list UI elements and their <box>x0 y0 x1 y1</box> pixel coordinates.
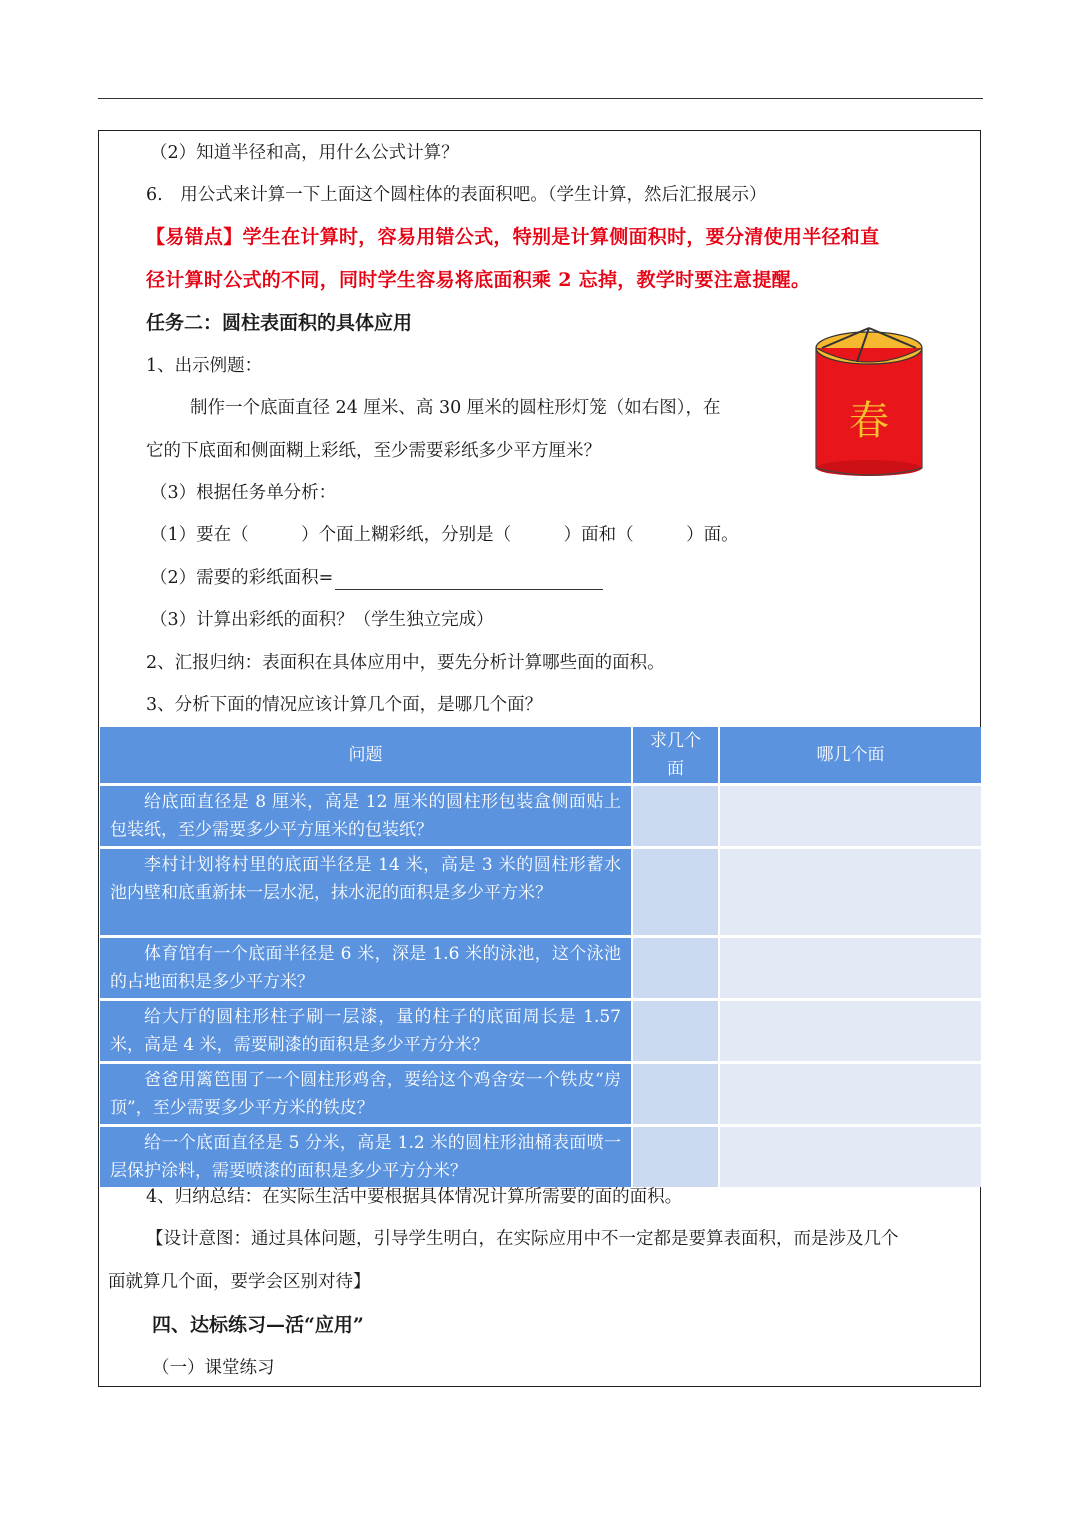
analyze-line: （3）根据任务单分析： <box>150 483 337 503</box>
table-row <box>100 1063 981 1126</box>
header-face-count: 求几个面 <box>632 727 719 785</box>
face-count-answer-cell[interactable] <box>632 1063 719 1126</box>
table-row <box>100 1000 981 1063</box>
lantern-illustration <box>812 326 928 476</box>
example-title: 1、出示例题： <box>146 356 263 376</box>
table-row <box>100 937 981 1000</box>
fill-in-line-1: （1）要在（ ）个面上糊彩纸，分别是（ ）面和（ ）面。 <box>150 525 739 545</box>
warning-line-1: 【易错点】学生在计算时，容易用错公式，特别是计算侧面积时，要分清使用半径和直 <box>146 226 880 248</box>
fill-in-line-3: （3）计算出彩纸的面积？（学生独立完成） <box>150 610 494 630</box>
section-4-heading: 四、达标练习—活“应用” <box>152 1314 364 1336</box>
header-which-faces: 哪几个面 <box>719 727 981 785</box>
face-count-answer-cell[interactable] <box>632 1126 719 1188</box>
question-cell <box>100 1126 632 1188</box>
which-faces-answer-cell[interactable] <box>719 785 981 848</box>
which-faces-answer-cell[interactable] <box>719 1063 981 1126</box>
table-row <box>100 1126 981 1188</box>
question-cell <box>100 1000 632 1063</box>
lantern-character: 春 <box>849 398 889 444</box>
analysis-table <box>100 727 981 1187</box>
face-count-answer-cell[interactable] <box>632 785 719 848</box>
which-faces-answer-cell[interactable] <box>719 937 981 1000</box>
question-cell <box>100 848 632 937</box>
question-text: 给大厅的圆柱形柱子刷一层漆，量的柱子的底面周长是 1.57 米，高是 4 米，需要刷漆的面积是多少平方分米？ <box>110 1007 621 1055</box>
face-count-answer-cell[interactable] <box>632 1000 719 1063</box>
fill-in-label-2: （2）需要的彩纸面积= <box>150 568 334 588</box>
answer-blank[interactable] <box>335 571 603 590</box>
which-faces-answer-cell[interactable] <box>719 848 981 937</box>
question-text: 爸爸用篱笆围了一个圆柱形鸡舍，要给这个鸡舍安一个铁皮“房顶”，至少需要多少平方米的铁皮？ <box>110 1070 621 1118</box>
question-text: 李村计划将村里的底面半径是 14 米，高是 3 米的圆柱形蓄水池内壁和底重新抹一层水泥，抹水泥的面积是多少平方米？ <box>110 855 621 903</box>
warning-line-2: 径计算时公式的不同，同时学生容易将底面积乘 2 忘掉，教学时要注意提醒。 <box>146 269 811 291</box>
question-2-line: （2）知道半径和高，用什么公式计算？ <box>150 143 459 163</box>
summary-line: 4、归纳总结：在实际生活中要根据具体情况计算所需要的面的面积。 <box>146 1187 683 1207</box>
question-text: 给一个底面直径是 5 分米，高是 1.2 米的圆柱形油桶表面喷一层保护涂料，需要喷漆的面积是多少平方分米？ <box>110 1133 621 1181</box>
design-intent-line-2: 面就算几个面，要学会区别对待】 <box>108 1272 371 1292</box>
question-text: 体育馆有一个底面半径是 6 米，深是 1.6 米的泳池，这个泳池的占地面积是多少平方米？ <box>110 944 621 992</box>
table-row <box>100 848 981 937</box>
header-question: 问题 <box>100 727 632 785</box>
example-text-1: 制作一个底面直径 24 厘米、高 30 厘米的圆柱形灯笼（如右图），在 <box>190 398 721 418</box>
table-header-row <box>100 727 981 785</box>
question-text: 给底面直径是 8 厘米，高是 12 厘米的圆柱形包装盒侧面贴上包装纸，至少需要多少平方厘米的包装纸？ <box>110 792 621 840</box>
face-count-answer-cell[interactable] <box>632 937 719 1000</box>
example-text-2: 它的下底面和侧面糊上彩纸，至少需要彩纸多少平方厘米？ <box>146 441 601 461</box>
table-row <box>100 785 981 848</box>
question-cell <box>100 937 632 1000</box>
header-rule <box>98 98 983 99</box>
classroom-practice-line: （一）课堂练习 <box>152 1358 275 1378</box>
face-count-answer-cell[interactable] <box>632 848 719 937</box>
question-cell <box>100 1063 632 1126</box>
design-intent-line-1: 【设计意图：通过具体问题，引导学生明白，在实际应用中不一定都是要算表面积，而是涉及几个 <box>146 1229 899 1249</box>
lantern-bottom <box>816 460 922 476</box>
report-line: 2、汇报归纳：表面积在具体应用中，要先分析计算哪些面的面积。 <box>146 653 665 673</box>
item-6-line: 6. 用公式来计算一下上面这个圆柱体的表面积吧。（学生计算，然后汇报展示） <box>146 185 767 205</box>
analyze-2-line: 3、分析下面的情况应该计算几个面，是哪几个面？ <box>146 695 543 715</box>
which-faces-answer-cell[interactable] <box>719 1000 981 1063</box>
question-cell <box>100 785 632 848</box>
task-2-heading: 任务二：圆柱表面积的具体应用 <box>146 312 413 334</box>
fill-in-line-2 <box>150 566 603 590</box>
which-faces-answer-cell[interactable] <box>719 1126 981 1188</box>
